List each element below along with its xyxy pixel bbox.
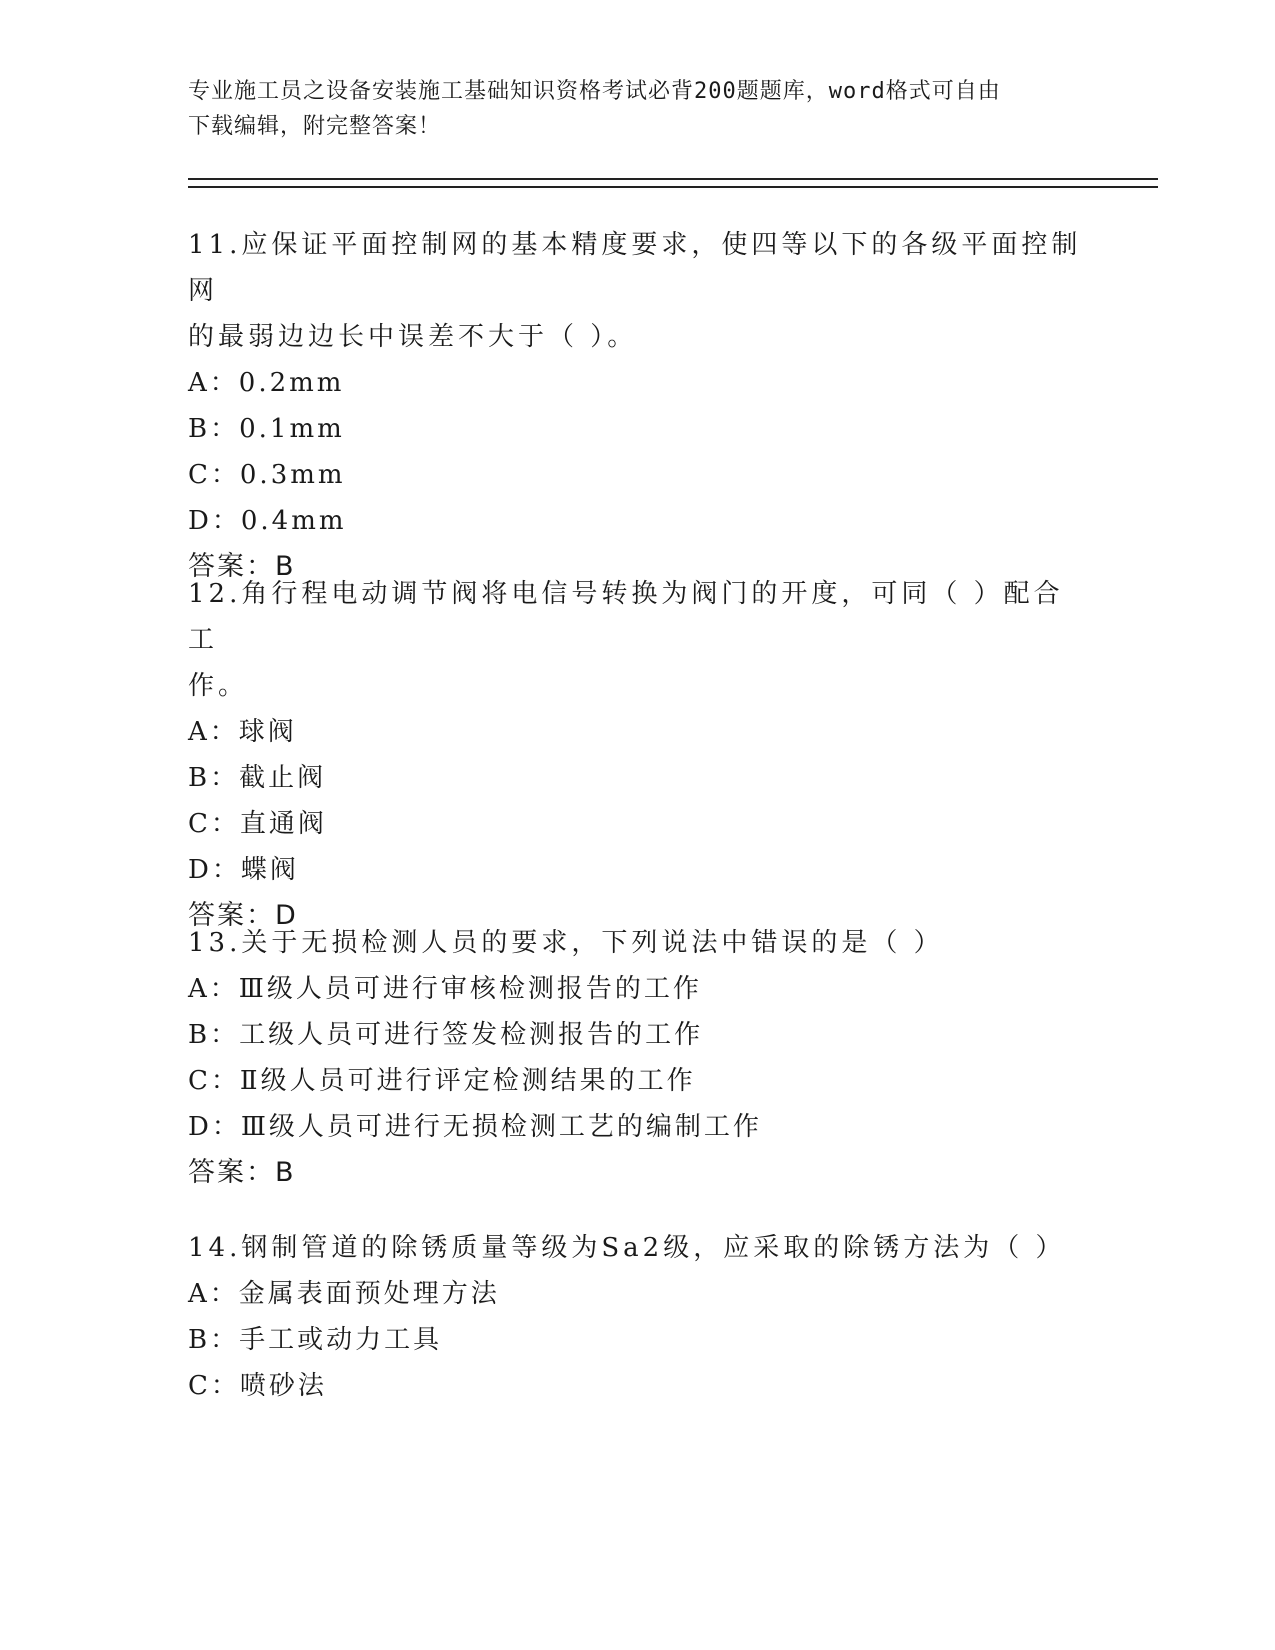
question-stem	[188, 571, 1088, 709]
option-a: A：金属表面预处理方法	[188, 1279, 500, 1309]
option-c: C：Ⅱ级人员可进行评定检测结果的工作	[188, 1066, 696, 1096]
option-b: B：截止阀	[188, 763, 327, 793]
option-c: C：直通阀	[188, 809, 327, 839]
option-a: A：0.2mm	[188, 368, 345, 398]
answer: 答案：B	[188, 551, 296, 582]
option-d: D：0.4mm	[188, 506, 347, 536]
document-header	[188, 74, 1068, 144]
question-stem	[188, 1225, 1088, 1271]
option-a: A：Ⅲ级人员可进行审核检测报告的工作	[188, 974, 702, 1004]
header-line-2: 下载编辑，附完整答案！	[188, 114, 442, 139]
question-11	[188, 222, 1088, 590]
question-13	[188, 920, 1088, 1196]
question-stem	[188, 920, 1088, 966]
question-stem-line: 14.钢制管道的除锈质量等级为Sa2级，应采取的除锈方法为（ ）	[188, 1233, 1066, 1263]
option-b: B：手工或动力工具	[188, 1325, 443, 1355]
header-line-1: 专业施工员之设备安装施工基础知识资格考试必背200题题库，word格式可自由	[188, 79, 1001, 104]
option-c: C：0.3mm	[188, 460, 346, 490]
question-stem-line: 13.关于无损检测人员的要求，下列说法中错误的是（ ）	[188, 928, 944, 958]
answer: 答案：B	[188, 1157, 296, 1188]
header-divider	[188, 178, 1158, 188]
question-stem	[188, 222, 1088, 360]
option-b: B：工级人员可进行签发检测报告的工作	[188, 1020, 704, 1050]
question-12	[188, 571, 1088, 939]
question-stem-line: 11.应保证平面控制网的基本精度要求，使四等以下的各级平面控制网	[188, 230, 1082, 306]
option-b: B：0.1mm	[188, 414, 345, 444]
option-d: D：蝶阀	[188, 855, 299, 885]
question-14	[188, 1225, 1088, 1409]
option-a: A：球阀	[188, 717, 297, 747]
answer: 答案：D	[188, 900, 298, 931]
question-stem-line: 12.角行程电动调节阀将电信号转换为阀门的开度，可同（ ）配合工	[188, 579, 1064, 655]
question-stem-line: 的最弱边边长中误差不大于（ ）。	[188, 322, 638, 352]
question-stem-line: 作。	[188, 671, 249, 701]
option-c: C：喷砂法	[188, 1371, 327, 1401]
option-d: D：Ⅲ级人员可进行无损检测工艺的编制工作	[188, 1112, 762, 1142]
